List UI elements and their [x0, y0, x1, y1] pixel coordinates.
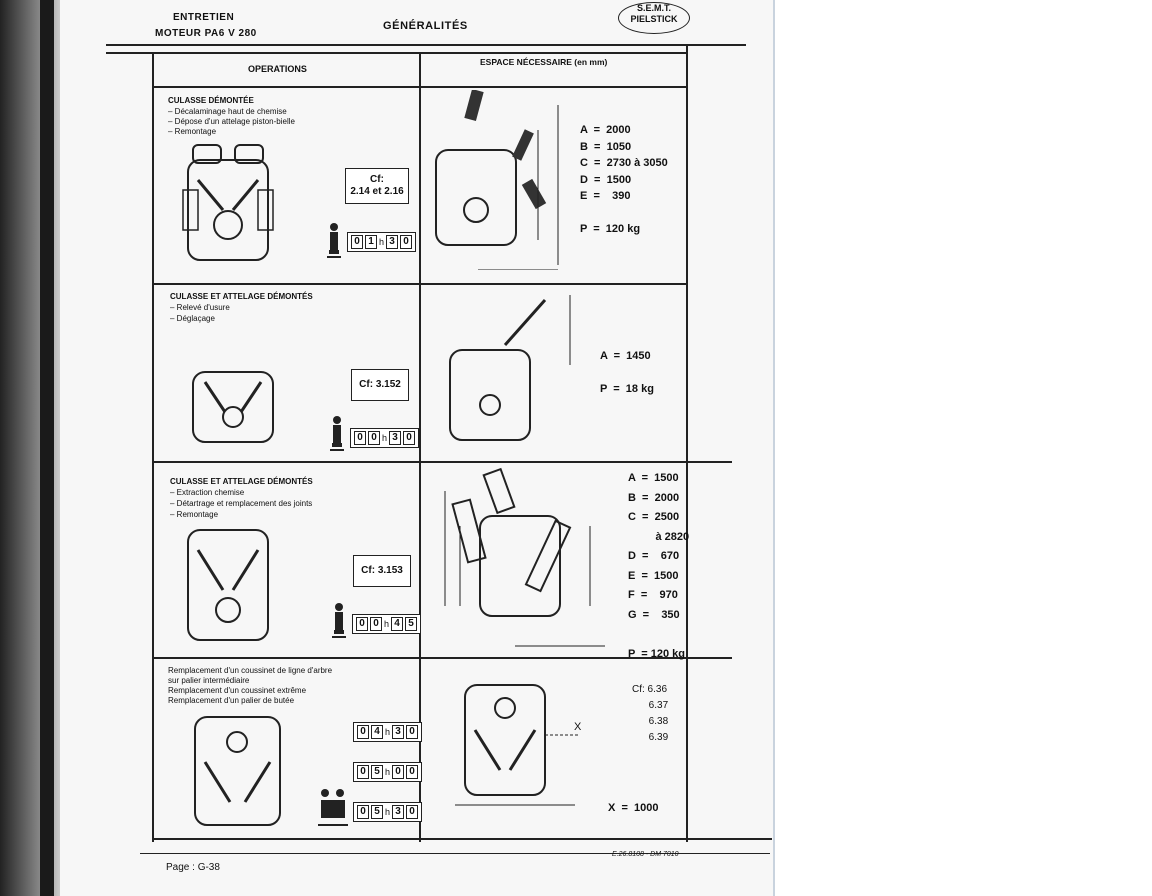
engine-drawing [185, 712, 290, 830]
dimension-list: A = 1500 B = 2000 C = 2500 à 2820 D = 670 E = 1500 F = 970 G = 350 P = 120 kg [628, 472, 690, 660]
mechanic-icon [327, 222, 341, 262]
time-digit: 0 [357, 805, 369, 819]
ref-line1: Cf: [370, 174, 384, 185]
ref-line1: Cf: 3.152 [359, 379, 401, 390]
engine-drawing [185, 362, 280, 447]
engine-drawing [178, 140, 278, 270]
time-digit: 0 [406, 725, 418, 739]
stamp-line2: PIELSTICK [630, 14, 678, 24]
ref-line2: 2.14 et 2.16 [350, 186, 404, 197]
page-title: GÉNÉRALITÉS [383, 20, 468, 32]
two-mechanics-icon [318, 788, 348, 830]
document-page [60, 0, 773, 896]
ref-line1: Cf: 3.153 [361, 565, 403, 576]
time-digit: 1 [365, 235, 377, 249]
time-digit: 5 [405, 617, 417, 631]
mechanic-icon [332, 602, 346, 642]
clearance-diagram [435, 466, 615, 651]
row4-item: sur palier intermédiaire [168, 676, 250, 685]
duration-indicator [353, 802, 422, 822]
company-stamp [618, 2, 690, 34]
duration-indicator [352, 614, 421, 634]
time-digit: 4 [391, 617, 403, 631]
dimension-list: A = 2000 B = 1050 C = 2730 à 3050 D = 1500 E = 390 P = 120 kg [580, 124, 668, 235]
row4-item: Remplacement d'un coussinet extrême [168, 686, 307, 695]
row1-item: – Remontage [168, 127, 217, 136]
x-dimension-label: X [574, 721, 582, 733]
time-digit: 3 [392, 805, 404, 819]
clearance-diagram [455, 680, 580, 815]
row-divider-1 [152, 283, 687, 285]
time-digit: 0 [368, 431, 380, 445]
time-digit: 0 [406, 805, 418, 819]
row1-title: CULASSE DÉMONTÉE [168, 96, 254, 105]
row2-item: – Relevé d'usure [170, 303, 230, 312]
table-header-rule [152, 86, 687, 88]
reference-box [351, 369, 409, 401]
page-number: Page : G-38 [166, 862, 220, 873]
duration-indicator [347, 232, 416, 252]
table-bottom [152, 838, 772, 840]
time-digit: 0 [370, 617, 382, 631]
time-unit: h [379, 237, 385, 247]
row1-item: – Dépose d'un attelage piston-bielle [168, 117, 295, 126]
time-digit: 5 [371, 765, 383, 779]
row2-item: – Déglaçage [170, 314, 215, 323]
table-top [106, 52, 686, 54]
time-digit: 0 [357, 765, 369, 779]
time-digit: 0 [351, 235, 363, 249]
page-edge [773, 0, 775, 896]
stamp-line1: S.E.M.T. [636, 3, 671, 13]
col-header-space: ESPACE NÉCESSAIRE (en mm) [480, 57, 608, 67]
scan-binding-edge [40, 0, 54, 896]
time-unit: h [384, 619, 390, 629]
time-digit: 3 [386, 235, 398, 249]
row4-item: Remplacement d'un palier de butée [168, 696, 295, 705]
header-line2: MOTEUR PA6 V 280 [155, 28, 257, 39]
header-line1: ENTRETIEN [173, 12, 235, 23]
time-digit: 3 [392, 725, 404, 739]
engine-drawing [178, 520, 278, 648]
clearance-diagram [428, 90, 578, 270]
table-left-border [152, 52, 154, 842]
table-right-border [686, 44, 688, 842]
reference-box [353, 555, 411, 587]
row2-title: CULASSE ET ATTELAGE DÉMONTÉS [170, 292, 313, 301]
reference-box [345, 168, 409, 204]
dimension-list: A = 1450 P = 18 kg [600, 350, 654, 395]
row3-title: CULASSE ET ATTELAGE DÉMONTÉS [170, 477, 313, 486]
time-unit: h [385, 807, 391, 817]
time-digit: 0 [357, 725, 369, 739]
time-unit: h [385, 727, 391, 737]
col-header-operations: OPERATIONS [248, 64, 307, 74]
time-digit: 0 [356, 617, 368, 631]
time-digit: 3 [389, 431, 401, 445]
clearance-diagram [445, 295, 575, 450]
duration-indicator [353, 722, 422, 742]
header-rule [106, 44, 746, 46]
time-digit: 4 [371, 725, 383, 739]
time-digit: 0 [392, 765, 404, 779]
time-unit: h [382, 433, 388, 443]
time-digit: 0 [354, 431, 366, 445]
time-unit: h [385, 767, 391, 777]
duration-indicator [350, 428, 419, 448]
duration-indicator [353, 762, 422, 782]
row3-item: – Remontage [170, 510, 219, 519]
time-digit: 0 [400, 235, 412, 249]
time-digit: 0 [406, 765, 418, 779]
row4-item: Remplacement d'un coussinet de ligne d'arbre [168, 666, 333, 675]
row3-item: – Extraction chemise [170, 488, 245, 497]
time-digit: 5 [371, 805, 383, 819]
time-digit: 0 [403, 431, 415, 445]
document-code: E.26.8108 - DM 7010 [612, 851, 679, 858]
row1-item: – Décalaminage haut de chemise [168, 107, 287, 116]
mechanic-icon [330, 415, 344, 455]
row-divider-2 [152, 461, 732, 463]
dimension-list: X = 1000 [608, 802, 659, 814]
reference-list: Cf: 6.36 6.37 6.38 6.39 [632, 684, 669, 743]
row3-item: – Détartrage et remplacement des joints [170, 499, 313, 508]
